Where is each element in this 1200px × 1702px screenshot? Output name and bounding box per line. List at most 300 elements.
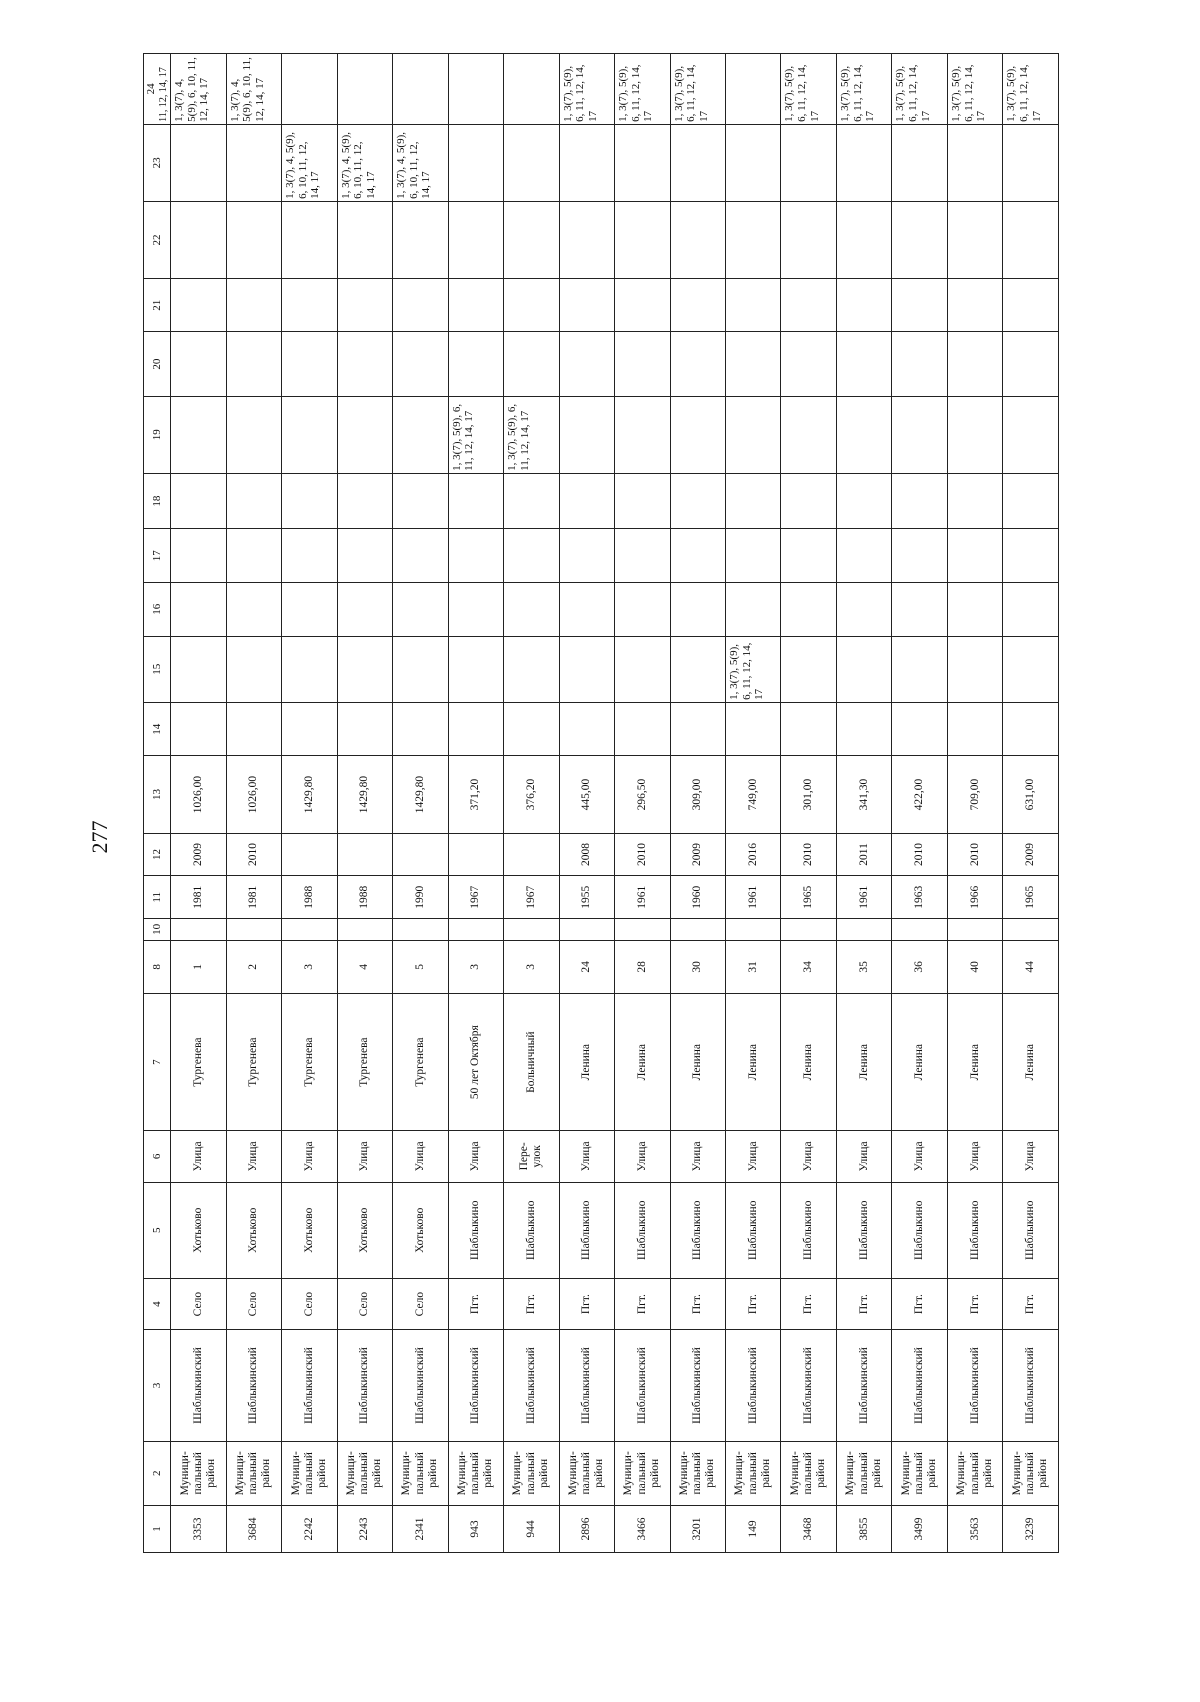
cell-c11: 1961	[615, 876, 670, 919]
column-header-17: 17	[144, 529, 171, 583]
cell-c5: Хотьково	[282, 1182, 337, 1278]
column-header-11: 11	[144, 876, 171, 919]
cell-c11: 1963	[892, 876, 947, 919]
cell-c5: Хотьково	[226, 1182, 281, 1278]
column-header-24: 24 11, 12, 14, 17	[144, 54, 171, 125]
cell-c5: Шаблыкино	[947, 1182, 1002, 1278]
cell-c15: 1, 3(7), 5(9), 6, 11, 12, 14, 17	[725, 636, 780, 702]
cell-c16	[559, 583, 614, 637]
cell-c12: 2010	[226, 833, 281, 876]
cell-c11: 1955	[559, 876, 614, 919]
cell-c3: Шаблыкинский	[615, 1330, 670, 1441]
cell-c23	[1003, 124, 1059, 201]
cell-c12: 2016	[725, 833, 780, 876]
cell-c18	[282, 473, 337, 529]
cell-c7: Ленина	[836, 994, 891, 1131]
cell-c22	[282, 201, 337, 278]
cell-c23: 1, 3(7), 4, 5(9), 6, 10, 11, 12, 14, 17	[393, 124, 448, 201]
column-header-22: 22	[144, 201, 171, 278]
cell-c16	[282, 583, 337, 637]
cell-c13: 376,20	[504, 756, 559, 833]
cell-c3: Шаблыкинский	[226, 1330, 281, 1441]
cell-c4: Пгт.	[615, 1278, 670, 1329]
cell-c18	[337, 473, 392, 529]
cell-c19	[725, 396, 780, 473]
cell-c19: 1, 3(7), 5(9), 6, 11, 12, 14, 17	[504, 396, 559, 473]
cell-c21	[725, 278, 780, 332]
cell-c1: 3499	[892, 1505, 947, 1552]
table-row	[947, 54, 1002, 1553]
cell-c1: 3468	[781, 1505, 836, 1552]
cell-c14	[781, 702, 836, 756]
cell-c14	[559, 702, 614, 756]
cell-c5: Шаблыкино	[559, 1182, 614, 1278]
cell-c10	[892, 919, 947, 940]
cell-c20	[781, 332, 836, 396]
housing-register-table	[143, 53, 1059, 1553]
cell-c23	[171, 124, 226, 201]
cell-c13: 1026,00	[226, 756, 281, 833]
cell-c6: Улица	[892, 1131, 947, 1182]
cell-c16	[892, 583, 947, 637]
cell-c17	[282, 529, 337, 583]
column-header-10: 10	[144, 919, 171, 940]
cell-c21	[836, 278, 891, 332]
cell-c12	[393, 833, 448, 876]
cell-c18	[448, 473, 503, 529]
cell-c10	[337, 919, 392, 940]
cell-c23: 1, 3(7), 4, 5(9), 6, 10, 11, 12, 14, 17	[282, 124, 337, 201]
cell-c8: 44	[1003, 940, 1059, 994]
cell-c3: Шаблыкинский	[559, 1330, 614, 1441]
cell-c4: Село	[393, 1278, 448, 1329]
column-number-row	[144, 54, 171, 1553]
column-header-3: 3	[144, 1330, 171, 1441]
rotated-table-container	[143, 53, 1059, 1553]
cell-c24: 1, 3(7), 5(9), 6, 11, 12, 14, 17	[615, 54, 670, 125]
cell-c14	[393, 702, 448, 756]
column-header-7: 7	[144, 994, 171, 1131]
cell-c2: Муници-пальный район	[171, 1441, 226, 1505]
cell-c4: Пгт.	[559, 1278, 614, 1329]
cell-c17	[504, 529, 559, 583]
cell-c7: Тургенева	[171, 994, 226, 1131]
cell-c10	[1003, 919, 1059, 940]
cell-c6: Улица	[836, 1131, 891, 1182]
cell-c2: Муници-пальный район	[282, 1441, 337, 1505]
cell-c11: 1967	[504, 876, 559, 919]
cell-c4: Село	[226, 1278, 281, 1329]
cell-c12: 2009	[171, 833, 226, 876]
cell-c23	[892, 124, 947, 201]
column-header-20: 20	[144, 332, 171, 396]
cell-c3: Шаблыкинский	[393, 1330, 448, 1441]
cell-c8: 35	[836, 940, 891, 994]
cell-c24: 1, 3(7), 4, 5(9), 6, 10, 11, 12, 14, 17	[226, 54, 281, 125]
cell-c1: 2242	[282, 1505, 337, 1552]
cell-c1: 149	[725, 1505, 780, 1552]
column-header-13: 13	[144, 756, 171, 833]
cell-c8: 36	[892, 940, 947, 994]
cell-c21	[282, 278, 337, 332]
cell-c20	[282, 332, 337, 396]
cell-c3: Шаблыкинский	[781, 1330, 836, 1441]
cell-c2: Муници-пальный район	[725, 1441, 780, 1505]
cell-c3: Шаблыкинский	[670, 1330, 725, 1441]
cell-c16	[393, 583, 448, 637]
cell-c14	[947, 702, 1002, 756]
cell-c6: Улица	[393, 1131, 448, 1182]
cell-c8: 1	[171, 940, 226, 994]
cell-c14	[670, 702, 725, 756]
cell-c22	[448, 201, 503, 278]
cell-c8: 3	[504, 940, 559, 994]
cell-c7: Больничный	[504, 994, 559, 1131]
cell-c16	[615, 583, 670, 637]
cell-c1: 3563	[947, 1505, 1002, 1552]
table-row	[282, 54, 337, 1553]
cell-c4: Село	[282, 1278, 337, 1329]
cell-c15	[504, 636, 559, 702]
cell-c1: 2341	[393, 1505, 448, 1552]
cell-c22	[725, 201, 780, 278]
cell-c19	[337, 396, 392, 473]
cell-c24	[448, 54, 503, 125]
cell-c19	[836, 396, 891, 473]
cell-c21	[448, 278, 503, 332]
cell-c6: Улица	[670, 1131, 725, 1182]
column-header-14: 14	[144, 702, 171, 756]
cell-c8: 3	[282, 940, 337, 994]
cell-c14	[504, 702, 559, 756]
cell-c2: Муници-пальный район	[781, 1441, 836, 1505]
cell-c8: 30	[670, 940, 725, 994]
cell-c1: 2896	[559, 1505, 614, 1552]
cell-c23	[615, 124, 670, 201]
cell-c12: 2009	[670, 833, 725, 876]
cell-c20	[337, 332, 392, 396]
cell-c2: Муници-пальный район	[337, 1441, 392, 1505]
cell-c14	[892, 702, 947, 756]
cell-c20	[448, 332, 503, 396]
cell-c5: Хотьково	[171, 1182, 226, 1278]
column-header-16: 16	[144, 583, 171, 637]
cell-c16	[725, 583, 780, 637]
cell-c17	[337, 529, 392, 583]
column-header-5: 5	[144, 1182, 171, 1278]
table-row	[892, 54, 947, 1553]
cell-c6: Улица	[1003, 1131, 1059, 1182]
cell-c21	[337, 278, 392, 332]
cell-c18	[670, 473, 725, 529]
cell-c18	[1003, 473, 1059, 529]
column-header-19: 19	[144, 396, 171, 473]
cell-c18	[393, 473, 448, 529]
cell-c5: Шаблыкино	[836, 1182, 891, 1278]
cell-c20	[615, 332, 670, 396]
cell-c7: Тургенева	[393, 994, 448, 1131]
cell-c20	[171, 332, 226, 396]
cell-c11: 1988	[282, 876, 337, 919]
table-row	[615, 54, 670, 1553]
cell-c5: Шаблыкино	[448, 1182, 503, 1278]
cell-c10	[559, 919, 614, 940]
table-row	[670, 54, 725, 1553]
cell-c24	[282, 54, 337, 125]
cell-c2: Муници-пальный район	[504, 1441, 559, 1505]
cell-c13: 309,00	[670, 756, 725, 833]
cell-c6: Улица	[559, 1131, 614, 1182]
cell-c15	[282, 636, 337, 702]
cell-c16	[1003, 583, 1059, 637]
cell-c4: Пгт.	[670, 1278, 725, 1329]
cell-c1: 3466	[615, 1505, 670, 1552]
page-number: 277	[87, 820, 112, 854]
cell-c10	[393, 919, 448, 940]
cell-c17	[670, 529, 725, 583]
cell-c3: Шаблыкинский	[725, 1330, 780, 1441]
cell-c7: Ленина	[559, 994, 614, 1131]
cell-c15	[670, 636, 725, 702]
cell-c10	[504, 919, 559, 940]
cell-c20	[670, 332, 725, 396]
cell-c5: Шаблыкино	[615, 1182, 670, 1278]
column-header-21: 21	[144, 278, 171, 332]
cell-c4: Пгт.	[947, 1278, 1002, 1329]
cell-c19	[670, 396, 725, 473]
cell-c19	[947, 396, 1002, 473]
cell-c8: 31	[725, 940, 780, 994]
cell-c12: 2008	[559, 833, 614, 876]
cell-c5: Шаблыкино	[670, 1182, 725, 1278]
table-row	[1003, 54, 1059, 1553]
cell-c13: 709,00	[947, 756, 1002, 833]
cell-c13: 1429,80	[282, 756, 337, 833]
cell-c23: 1, 3(7), 4, 5(9), 6, 10, 11, 12, 14, 17	[337, 124, 392, 201]
cell-c15	[226, 636, 281, 702]
cell-c12: 2009	[1003, 833, 1059, 876]
cell-c14	[171, 702, 226, 756]
cell-c23	[947, 124, 1002, 201]
cell-c23	[781, 124, 836, 201]
cell-c24	[337, 54, 392, 125]
cell-c7: Ленина	[947, 994, 1002, 1131]
cell-c15	[615, 636, 670, 702]
cell-c18	[615, 473, 670, 529]
cell-c22	[615, 201, 670, 278]
cell-c10	[448, 919, 503, 940]
cell-c18	[559, 473, 614, 529]
cell-c22	[337, 201, 392, 278]
cell-c2: Муници-пальный район	[836, 1441, 891, 1505]
cell-c2: Муници-пальный район	[892, 1441, 947, 1505]
cell-c12	[282, 833, 337, 876]
cell-c7: Тургенева	[282, 994, 337, 1131]
cell-c21	[226, 278, 281, 332]
cell-c13: 1429,80	[337, 756, 392, 833]
cell-c18	[226, 473, 281, 529]
cell-c24	[504, 54, 559, 125]
table-row	[337, 54, 392, 1553]
cell-c23	[725, 124, 780, 201]
cell-c14	[725, 702, 780, 756]
cell-c14	[836, 702, 891, 756]
cell-c17	[448, 529, 503, 583]
cell-c10	[171, 919, 226, 940]
cell-c20	[892, 332, 947, 396]
cell-c3: Шаблыкинский	[947, 1330, 1002, 1441]
cell-c14	[226, 702, 281, 756]
cell-c21	[504, 278, 559, 332]
cell-c1: 3239	[1003, 1505, 1059, 1552]
cell-c10	[725, 919, 780, 940]
cell-c6: Улица	[171, 1131, 226, 1182]
cell-c2: Муници-пальный район	[615, 1441, 670, 1505]
cell-c20	[393, 332, 448, 396]
cell-c17	[171, 529, 226, 583]
cell-c19: 1, 3(7), 5(9), 6, 11, 12, 14, 17	[448, 396, 503, 473]
cell-c18	[892, 473, 947, 529]
header-continuation-note: 11, 12, 14, 17	[157, 67, 169, 122]
cell-c20	[836, 332, 891, 396]
cell-c3: Шаблыкинский	[337, 1330, 392, 1441]
cell-c16	[836, 583, 891, 637]
cell-c4: Пгт.	[1003, 1278, 1059, 1329]
column-header-18: 18	[144, 473, 171, 529]
column-header-1: 1	[144, 1505, 171, 1552]
cell-c22	[1003, 201, 1059, 278]
table-row	[393, 54, 448, 1553]
cell-c4: Село	[337, 1278, 392, 1329]
cell-c11: 1981	[226, 876, 281, 919]
cell-c21	[670, 278, 725, 332]
cell-c24	[393, 54, 448, 125]
cell-c6: Улица	[282, 1131, 337, 1182]
cell-c18	[947, 473, 1002, 529]
cell-c6: Улица	[725, 1131, 780, 1182]
cell-c7: 50 лет Октября	[448, 994, 503, 1131]
cell-c23	[448, 124, 503, 201]
cell-c3: Шаблыкинский	[282, 1330, 337, 1441]
cell-c1: 3353	[171, 1505, 226, 1552]
cell-c16	[504, 583, 559, 637]
cell-c11: 1990	[393, 876, 448, 919]
cell-c3: Шаблыкинский	[1003, 1330, 1059, 1441]
cell-c15	[337, 636, 392, 702]
cell-c17	[393, 529, 448, 583]
cell-c6: Улица	[226, 1131, 281, 1182]
cell-c22	[226, 201, 281, 278]
cell-c24: 1, 3(7), 5(9), 6, 11, 12, 14, 17	[892, 54, 947, 125]
cell-c3: Шаблыкинский	[504, 1330, 559, 1441]
table-row	[448, 54, 503, 1553]
cell-c22	[781, 201, 836, 278]
cell-c15	[836, 636, 891, 702]
cell-c16	[781, 583, 836, 637]
cell-c22	[892, 201, 947, 278]
cell-c24: 1, 3(7), 5(9), 6, 11, 12, 14, 17	[559, 54, 614, 125]
cell-c1: 3201	[670, 1505, 725, 1552]
cell-c20	[559, 332, 614, 396]
column-header-8: 8	[144, 940, 171, 994]
cell-c5: Хотьково	[337, 1182, 392, 1278]
cell-c13: 1026,00	[171, 756, 226, 833]
cell-c23	[504, 124, 559, 201]
cell-c15	[171, 636, 226, 702]
column-header-6: 6	[144, 1131, 171, 1182]
cell-c10	[670, 919, 725, 940]
cell-c17	[226, 529, 281, 583]
cell-c7: Ленина	[615, 994, 670, 1131]
cell-c4: Пгт.	[892, 1278, 947, 1329]
table-row	[171, 54, 226, 1553]
cell-c21	[781, 278, 836, 332]
cell-c13: 371,20	[448, 756, 503, 833]
cell-c2: Муници-пальный район	[947, 1441, 1002, 1505]
cell-c2: Муници-пальный район	[670, 1441, 725, 1505]
cell-c17	[947, 529, 1002, 583]
cell-c24: 1, 3(7), 5(9), 6, 11, 12, 14, 17	[836, 54, 891, 125]
column-header-12: 12	[144, 833, 171, 876]
cell-c14	[282, 702, 337, 756]
cell-c15	[947, 636, 1002, 702]
cell-c12: 2010	[892, 833, 947, 876]
cell-c11: 1967	[448, 876, 503, 919]
cell-c19	[393, 396, 448, 473]
cell-c7: Ленина	[725, 994, 780, 1131]
cell-c23	[836, 124, 891, 201]
cell-c13: 296,50	[615, 756, 670, 833]
table-row	[781, 54, 836, 1553]
cell-c13: 422,00	[892, 756, 947, 833]
cell-c19	[892, 396, 947, 473]
cell-c21	[947, 278, 1002, 332]
cell-c6: Пере-улок	[504, 1131, 559, 1182]
cell-c16	[670, 583, 725, 637]
cell-c8: 2	[226, 940, 281, 994]
cell-c15	[892, 636, 947, 702]
cell-c16	[947, 583, 1002, 637]
cell-c4: Село	[171, 1278, 226, 1329]
cell-c6: Улица	[448, 1131, 503, 1182]
column-header-15: 15	[144, 636, 171, 702]
cell-c4: Пгт.	[504, 1278, 559, 1329]
cell-c3: Шаблыкинский	[171, 1330, 226, 1441]
cell-c1: 3684	[226, 1505, 281, 1552]
cell-c8: 34	[781, 940, 836, 994]
cell-c18	[836, 473, 891, 529]
cell-c15	[448, 636, 503, 702]
cell-c17	[559, 529, 614, 583]
cell-c20	[725, 332, 780, 396]
cell-c13: 301,00	[781, 756, 836, 833]
cell-c24: 1, 3(7), 5(9), 6, 11, 12, 14, 17	[781, 54, 836, 125]
column-header-23: 23	[144, 124, 171, 201]
cell-c19	[1003, 396, 1059, 473]
cell-c4: Пгт.	[448, 1278, 503, 1329]
cell-c12: 2010	[947, 833, 1002, 876]
cell-c8: 4	[337, 940, 392, 994]
cell-c23	[559, 124, 614, 201]
cell-c17	[725, 529, 780, 583]
cell-c8: 28	[615, 940, 670, 994]
cell-c2: Муници-пальный район	[448, 1441, 503, 1505]
cell-c11: 1966	[947, 876, 1002, 919]
cell-c24: 1, 3(7), 5(9), 6, 11, 12, 14, 17	[947, 54, 1002, 125]
cell-c10	[836, 919, 891, 940]
cell-c6: Улица	[615, 1131, 670, 1182]
cell-c23	[226, 124, 281, 201]
